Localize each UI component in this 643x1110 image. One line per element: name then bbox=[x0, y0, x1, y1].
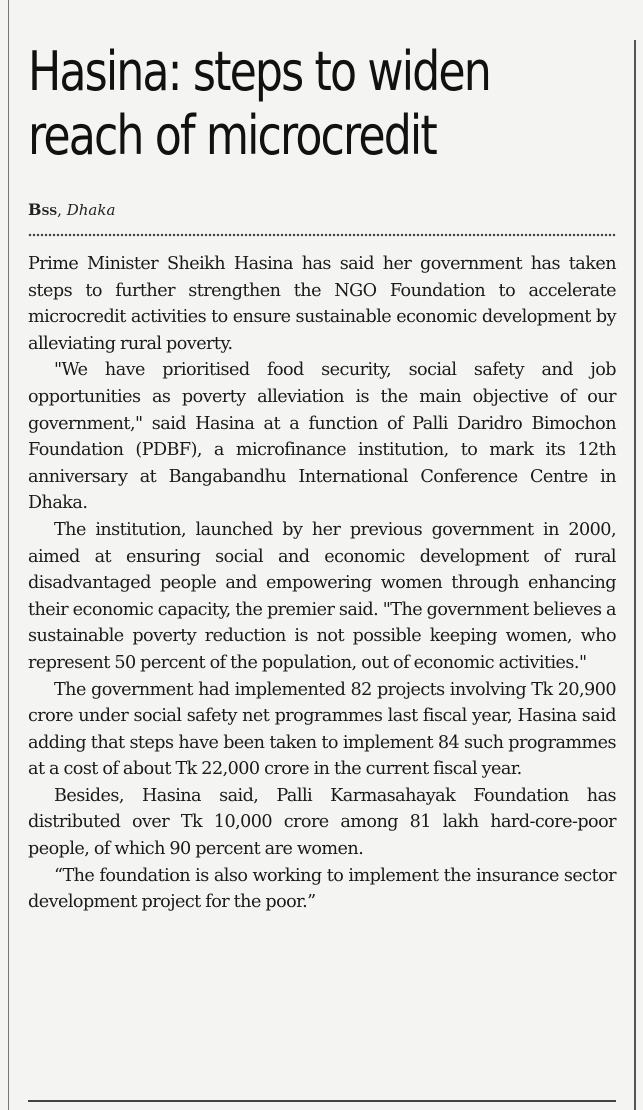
column-rule-left bbox=[8, 0, 9, 1110]
article bbox=[28, 40, 616, 916]
byline bbox=[28, 200, 616, 219]
headline bbox=[28, 40, 618, 168]
paragraph-3: The institution, launched by her previous government in 2000, aimed at ensuring social and economic development of rural disadvantaged people and empowering women through enhancing their economic capacity, the premier said. "The government believes a sustainable poverty reduction is not possible keeping women, who represent 50 percent of the population, out of economic activities." bbox=[28, 519, 616, 673]
paragraph-6: “The foundation is also working to implement the insurance sector development project for the poor.” bbox=[28, 865, 616, 913]
column-rule-right bbox=[634, 40, 636, 1110]
headline-line-1: Hasina: steps to widen bbox=[28, 40, 490, 103]
byline-location: Dhaka bbox=[66, 201, 116, 219]
dotted-divider bbox=[28, 233, 616, 237]
headline-line-2: reach of microcredit bbox=[28, 104, 436, 167]
paragraph-2: "We have prioritised food security, social safety and job opportunities as poverty alleviation is the main objective of our government," said Hasina at a function of Palli Daridro Bimochon Foundation (PDBF), a microfinance institution, to mark its 12th anniversary at Bangabandhu International Conference Centre in Dhaka. bbox=[28, 360, 616, 514]
bottom-rule bbox=[28, 1100, 616, 1102]
article-body bbox=[28, 251, 616, 916]
byline-source: Bss bbox=[28, 200, 58, 219]
paragraph-1: Prime Minister Sheikh Hasina has said her government has taken steps to further strengthen the NGO Foundation to accelerate microcredit activities to ensure sustainable economic development by alleviating rural poverty. bbox=[28, 254, 616, 354]
paragraph-4: The government had implemented 82 projects involving Tk 20,900 crore under social safety net programmes last fiscal year, Hasina said adding that steps have been taken to implement 84 such programmes at a cost of about Tk 22,000 crore in the current fiscal year. bbox=[28, 679, 616, 780]
byline-separator: , bbox=[57, 201, 67, 219]
paragraph-5: Besides, Hasina said, Palli Karmasahayak Foundation has distributed over Tk 10,000 crore among 81 lakh hard-core-poor people, of which 90 percent are women. bbox=[28, 785, 616, 860]
